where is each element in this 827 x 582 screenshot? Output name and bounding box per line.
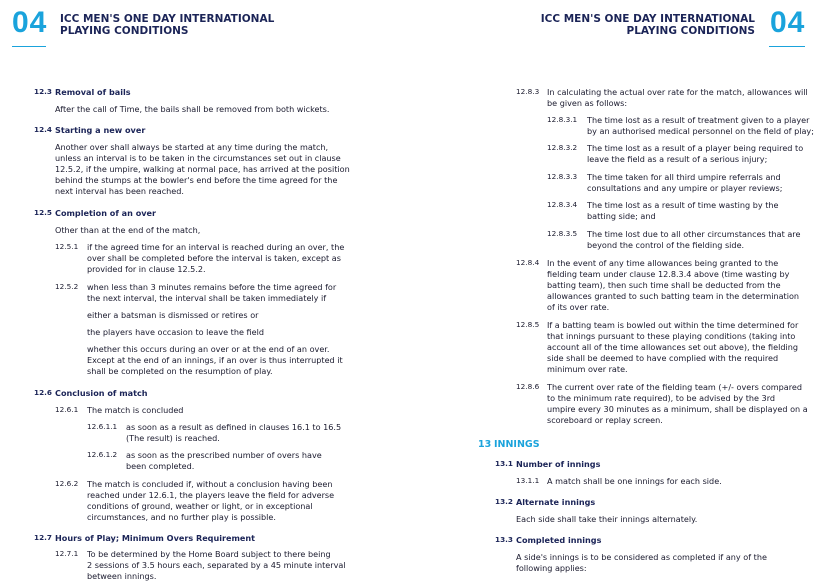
- document-title-right: [541, 13, 755, 37]
- subclause-number: 12.5.1: [55, 242, 79, 251]
- clause-text: when less than 3 minutes remains before the time agreed for: [87, 282, 337, 292]
- clause-text: either a batsman is dismissed or retires or: [87, 310, 259, 320]
- clause-text: side shall be deemed to have complied with the required: [547, 353, 779, 363]
- subclause-number: 12.6.2: [55, 479, 79, 488]
- clause-text: batting team), then such time shall be deducted from the: [547, 280, 781, 290]
- subclause-number: 12.8.3.3: [547, 172, 578, 181]
- title-line-1: ICC MEN'S ONE DAY INTERNATIONAL: [540, 13, 755, 25]
- clause-text: The match is concluded: [87, 405, 184, 415]
- clause-text: be given as follows:: [547, 98, 628, 108]
- clause-text: 12.5.2, if the umpire, walking at normal pace, has arrived at the position: [55, 164, 350, 174]
- clause-text: scoreboard or replay screen.: [547, 415, 663, 425]
- clause-text: The time taken for all third umpire referrals and: [587, 172, 781, 182]
- clause-text: unless an interval is to be taken in the circumstances set out in clause: [55, 153, 341, 163]
- clause-text: by an authorised medical personnel on the field of play;: [587, 126, 814, 136]
- clause-text: To be determined by the Home Board subject to there being: [87, 549, 331, 559]
- clause-text: of its over rate.: [547, 302, 610, 312]
- clause-text: Other than at the end of the match,: [55, 225, 201, 235]
- chapter-number-left: 04: [12, 6, 48, 39]
- clause-text: A side's innings is to be considered as completed if any of the: [516, 552, 767, 562]
- subclause-number: 12.5.2: [55, 282, 79, 291]
- clause-text: If a batting team is bowled out within the time determined for: [547, 320, 799, 330]
- clause-text: (The result) is reached.: [126, 433, 220, 443]
- clause-text: if the agreed time for an interval is reached during an over, the: [87, 242, 345, 252]
- clause-heading: Removal of bails: [55, 87, 131, 97]
- clause-text: The time lost due to all other circumstances that are: [587, 229, 801, 239]
- clause-text: Each side shall take their innings alternately.: [516, 514, 698, 524]
- subclause-number: 12.8.3.2: [547, 143, 578, 152]
- clause-text: behind the stumps at the bowler's end before the time agreed for the: [55, 175, 338, 185]
- clause-text: The time lost as a result of time wasting by the: [587, 200, 779, 210]
- clause-text: circumstances, and no further play is possible.: [87, 512, 276, 522]
- clause-text: The time lost as a result of a player being required to: [587, 143, 804, 153]
- subclause-number: 12.8.3.1: [547, 115, 578, 124]
- clause-number: 12.5: [34, 208, 53, 217]
- clause-text: reached under 12.6.1, the players leave the field for adverse: [87, 490, 335, 500]
- clause-heading: Alternate innings: [516, 497, 596, 507]
- clause-text: shall be completed on the resumption of play.: [87, 366, 273, 376]
- title-line-1: ICC MEN'S ONE DAY INTERNATIONAL: [60, 13, 275, 25]
- clause-text: fielding team under clause 12.8.3.4 above (time wasting by: [547, 269, 790, 279]
- clause-text: as soon as a result as defined in clauses 16.1 to 16.5: [126, 422, 342, 432]
- subclause-number: 12.8.3: [516, 87, 540, 96]
- clause-number: 12.3: [34, 87, 53, 96]
- clause-heading: Starting a new over: [55, 125, 146, 135]
- clause-heading: Hours of Play; Minimum Overs Requirement: [55, 533, 256, 543]
- clause-text: minimum over rate.: [547, 364, 628, 374]
- clause-text: consultations and any umpire or player reviews;: [587, 183, 783, 193]
- subclause-number: 12.8.3.5: [547, 229, 578, 238]
- clause-text: In the event of any time allowances being granted to the: [547, 258, 779, 268]
- clause-text: the next interval, the interval shall be taken immediately if: [87, 293, 327, 303]
- clause-text: provided for in clause 12.5.2.: [87, 264, 206, 274]
- clause-text: been completed.: [126, 461, 195, 471]
- subclause-number: 12.8.4: [516, 258, 540, 267]
- clause-text: over shall be completed before the interval is taken, except as: [87, 253, 341, 263]
- clause-number: 13.3: [495, 535, 514, 544]
- section-number: 13: [478, 439, 492, 450]
- clause-text: batting side; and: [587, 211, 656, 221]
- clause-heading: Completed innings: [516, 535, 602, 545]
- clause-text: the players have occasion to leave the field: [87, 327, 264, 337]
- clause-text: Another over shall always be started at any time during the match,: [55, 142, 329, 152]
- clause-text: A match shall be one innings for each side.: [547, 476, 722, 486]
- clause-text: between innings.: [87, 571, 157, 581]
- subclause-number: 12.8.3.4: [547, 200, 578, 209]
- header-rule-left: [12, 46, 46, 47]
- subclause-number: 12.8.5: [516, 320, 540, 329]
- clause-number: 13.2: [495, 497, 514, 506]
- clause-text: Except at the end of an innings, if an over is thus interrupted it: [87, 355, 343, 365]
- clause-text: following applies:: [516, 563, 587, 573]
- clause-text: whether this occurs during an over or at the end of an over.: [87, 344, 330, 354]
- clause-text: allowances granted to such batting team in the determination: [547, 291, 800, 301]
- clause-text: The time lost as a result of treatment given to a player: [587, 115, 810, 125]
- clause-text: In calculating the actual over rate for the match, allowances will: [547, 87, 808, 97]
- clause-text: umpire every 30 minutes as a minimum, shall be displayed on a: [547, 404, 808, 414]
- clause-text: beyond the control of the fielding side.: [587, 240, 745, 250]
- clause-text: The match is concluded if, without a conclusion having been: [87, 479, 333, 489]
- subclause-number: 12.8.6: [516, 382, 540, 391]
- clause-text: that innings pursuant to these playing conditions (taking into: [547, 331, 796, 341]
- clause-text: to the minimum rate required), to be advised by the 3rd: [547, 393, 776, 403]
- clause-text: After the call of Time, the bails shall be removed from both wickets.: [55, 104, 330, 114]
- subclause-number: 12.6.1.1: [87, 422, 118, 431]
- clause-number: 12.6: [34, 388, 53, 397]
- clause-text: conditions of ground, weather or light, or in exceptional: [87, 501, 313, 511]
- clause-text: next interval has been reached.: [55, 186, 184, 196]
- clause-heading: Number of innings: [516, 459, 601, 469]
- title-line-2: PLAYING CONDITIONS: [60, 25, 189, 37]
- clause-text: 2 sessions of 3.5 hours each, separated by a 45 minute interval: [87, 560, 346, 570]
- clause-text: account all of the time allowances set out above), the fielding: [547, 342, 799, 352]
- clause-text: as soon as the prescribed number of overs have: [126, 450, 322, 460]
- clause-number: 12.4: [34, 125, 53, 134]
- clause-text: leave the field as a result of a serious injury;: [587, 154, 768, 164]
- header-rule-right: [769, 46, 805, 47]
- title-line-2: PLAYING CONDITIONS: [626, 25, 755, 37]
- subclause-number: 13.1.1: [516, 476, 540, 485]
- section-heading: INNINGS: [494, 439, 540, 450]
- subclause-number: 12.7.1: [55, 549, 79, 558]
- chapter-number-right: 04: [770, 6, 806, 39]
- subclause-number: 12.6.1: [55, 405, 79, 414]
- subclause-number: 12.6.1.2: [87, 450, 118, 459]
- clause-heading: Conclusion of match: [55, 388, 148, 398]
- clause-number: 13.1: [495, 459, 514, 468]
- clause-heading: Completion of an over: [55, 208, 157, 218]
- clause-number: 12.7: [34, 533, 53, 542]
- clause-text: The current over rate of the fielding team (+/- overs compared: [547, 382, 803, 392]
- document-title-left: [60, 13, 274, 37]
